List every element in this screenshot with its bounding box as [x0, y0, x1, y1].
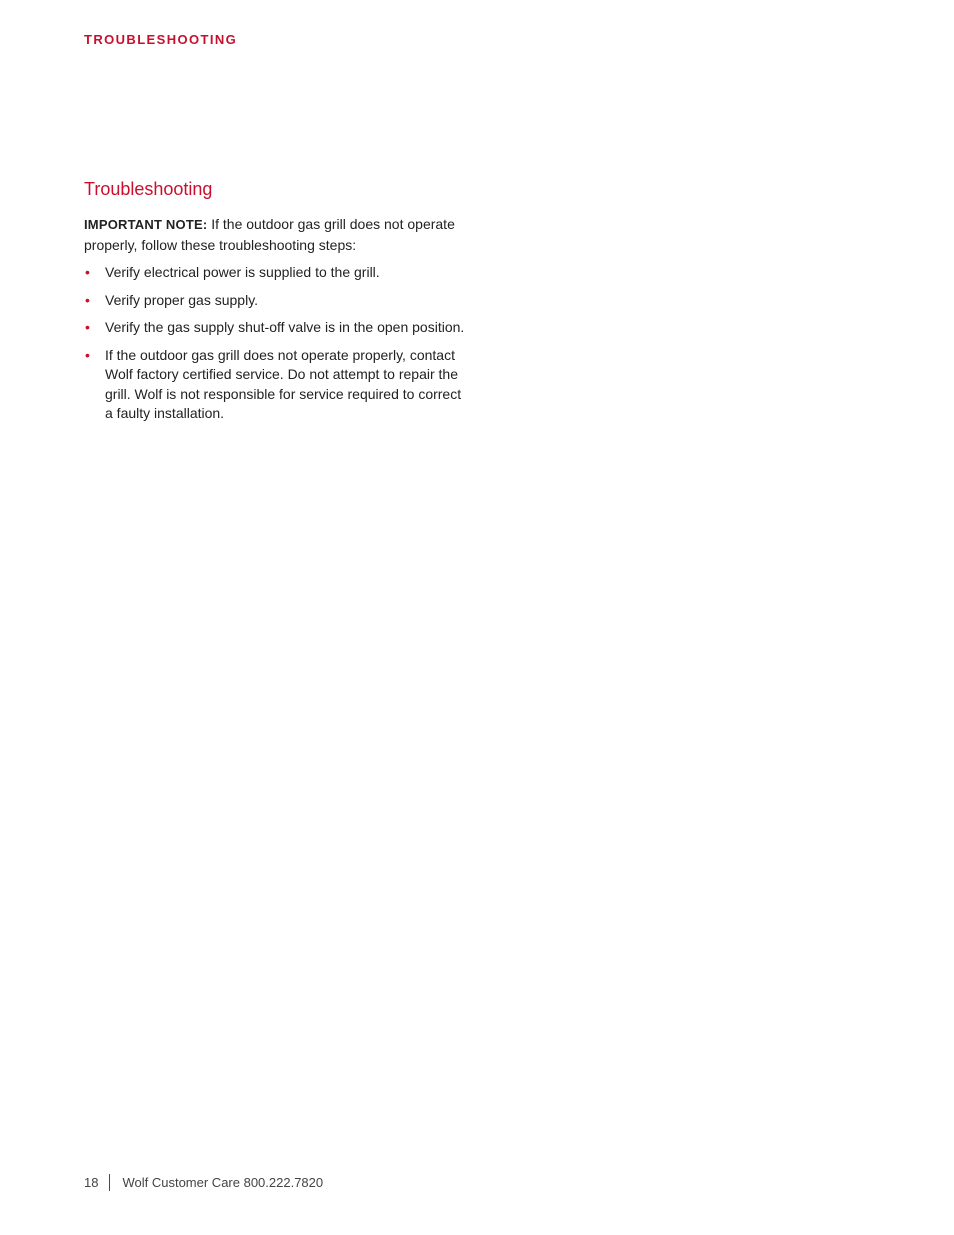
running-header: TROUBLESHOOTING: [84, 32, 238, 47]
page-number: 18: [84, 1175, 99, 1190]
customer-care-contact: Wolf Customer Care 800.222.7820: [122, 1175, 324, 1190]
list-item: [84, 346, 468, 424]
step-text: Verify proper gas supply.: [105, 291, 259, 308]
troubleshooting-steps: [84, 263, 468, 424]
page-footer: [84, 1174, 323, 1191]
step-text: Verify the gas supply shut-off valve is in the open position.: [105, 319, 465, 335]
list-item: [84, 291, 468, 311]
important-note-text: If the outdoor gas grill does not operate properly, follow these troubleshooting steps:: [84, 216, 455, 253]
bullet-icon: •: [85, 264, 90, 280]
step-text: Verify electrical power is supplied to the grill.: [105, 264, 380, 280]
troubleshooting-section: [84, 178, 468, 432]
section-title: Troubleshooting: [84, 179, 213, 199]
step-text: If the outdoor gas grill does not operate properly, contact Wolf factory certified service. Do not attempt to repair the grill. Wolf is not responsible for service required to correct a faulty installation.: [105, 346, 462, 421]
list-item: [84, 318, 468, 338]
important-note-label: IMPORTANT NOTE:: [84, 217, 208, 232]
bullet-icon: •: [85, 319, 90, 335]
footer-divider: [109, 1174, 110, 1191]
list-item: [84, 263, 468, 283]
important-note: [84, 214, 468, 255]
bullet-icon: •: [85, 291, 90, 308]
bullet-icon: •: [85, 346, 90, 363]
